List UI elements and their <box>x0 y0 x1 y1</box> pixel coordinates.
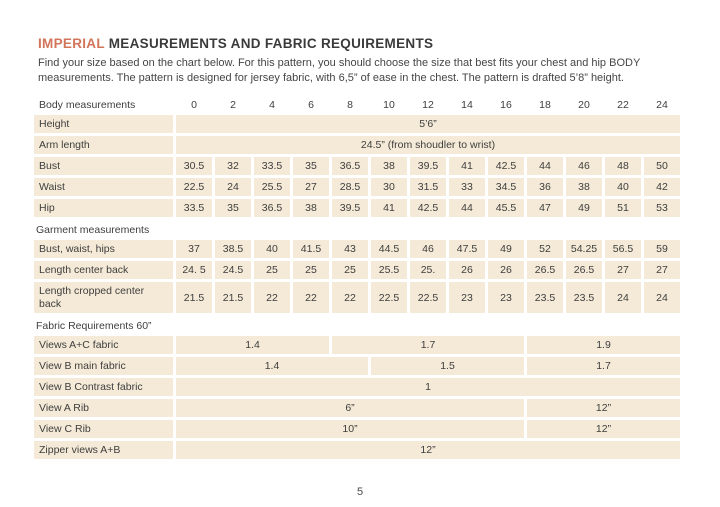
table-cell: 23.5 <box>527 282 563 313</box>
row-label: View B Contrast fabric <box>34 378 173 396</box>
table-cell: 33 <box>449 178 485 196</box>
table-cell: 36.5 <box>332 157 368 175</box>
table-cell: 22 <box>254 282 290 313</box>
table-cell: 22.5 <box>410 282 446 313</box>
table-cell: 25.5 <box>254 178 290 196</box>
table-cell: 38 <box>293 199 329 217</box>
table-cell: 59 <box>644 240 680 258</box>
table-cell: 27 <box>605 261 641 279</box>
table-cell: 54.25 <box>566 240 602 258</box>
table-row-bust-waist-hips <box>34 240 680 258</box>
row-label: Height <box>34 115 173 133</box>
table-cell: 39.5 <box>332 199 368 217</box>
table-cell: 31.5 <box>410 178 446 196</box>
table-row-height <box>34 115 680 133</box>
size-column-header: 12 <box>422 99 434 112</box>
table-cell: 39.5 <box>410 157 446 175</box>
table-cell: 24 <box>644 282 680 313</box>
table-cell: 49 <box>566 199 602 217</box>
table-cell: 26 <box>449 261 485 279</box>
table-cell: 46 <box>410 240 446 258</box>
table-cell: 34.5 <box>488 178 524 196</box>
table-cell: 28.5 <box>332 178 368 196</box>
table-cell: 1.4 <box>176 357 368 375</box>
table-cell: 23 <box>449 282 485 313</box>
size-column-header: 8 <box>347 99 353 112</box>
table-cell: 22.5 <box>371 282 407 313</box>
table-cell: 12” <box>176 441 680 459</box>
table-cell: 25 <box>293 261 329 279</box>
column-header-body-measurements: Body measurements <box>39 99 136 112</box>
table-row-views-ac-fabric <box>34 336 680 354</box>
table-row-view-b-main-fabric <box>34 357 680 375</box>
table-cell: 1.7 <box>527 357 680 375</box>
table-cell: 1.7 <box>332 336 524 354</box>
table-cell: 47.5 <box>449 240 485 258</box>
table-cell: 26.5 <box>566 261 602 279</box>
table-cell: 33.5 <box>176 199 212 217</box>
size-column-header: 18 <box>539 99 551 112</box>
table-row-bust <box>34 157 680 175</box>
table-row-zipper-views-ab <box>34 441 680 459</box>
table-cell: 47 <box>527 199 563 217</box>
table-row-arm-length <box>34 136 680 154</box>
table-row-hip <box>34 199 680 217</box>
table-row-view-c-rib <box>34 420 680 438</box>
table-cell: 24. 5 <box>176 261 212 279</box>
table-cell: 48 <box>605 157 641 175</box>
table-cell: 41 <box>449 157 485 175</box>
table-cell: 33.5 <box>254 157 290 175</box>
size-column-header: 6 <box>308 99 314 112</box>
size-column-header: 22 <box>617 99 629 112</box>
row-label: Arm length <box>34 136 173 154</box>
size-column-header: 14 <box>461 99 473 112</box>
table-cell: 25 <box>254 261 290 279</box>
section-header-fabric <box>34 316 680 333</box>
table-cell: 30.5 <box>176 157 212 175</box>
table-cell: 44 <box>449 199 485 217</box>
row-label: Views A+C fabric <box>34 336 173 354</box>
table-cell: 24.5 <box>215 261 251 279</box>
table-cell: 37 <box>176 240 212 258</box>
table-cell: 24 <box>215 178 251 196</box>
page-number: 5 <box>356 486 364 498</box>
table-cell: 41.5 <box>293 240 329 258</box>
table-cell: 22.5 <box>176 178 212 196</box>
table-cell: 26 <box>488 261 524 279</box>
table-row-length-center-back <box>34 261 680 279</box>
table-cell: 35 <box>293 157 329 175</box>
section-header-label: Garment measurements <box>36 223 150 236</box>
row-label: Hip <box>34 199 173 217</box>
table-row-waist <box>34 178 680 196</box>
table-cell: 22 <box>332 282 368 313</box>
table-cell: 6” <box>176 399 524 417</box>
row-label: View A Rib <box>34 399 173 417</box>
row-label: Zipper views A+B <box>34 441 173 459</box>
table-cell: 42 <box>644 178 680 196</box>
table-cell: 21.5 <box>176 282 212 313</box>
table-cell: 23 <box>488 282 524 313</box>
table-cell: 56.5 <box>605 240 641 258</box>
table-cell: 35 <box>215 199 251 217</box>
table-cell: 25. <box>410 261 446 279</box>
table-cell: 38 <box>371 157 407 175</box>
table-cell: 10” <box>176 420 524 438</box>
table-cell: 32 <box>215 157 251 175</box>
intro-paragraph: Find your size based on the chart below. For this pattern, you should choose the size that best fits your chest and hip BODY measurements. The pattern is designed for jersey fabric, with 6,5” of ease in the chest. The pattern is drafted 5’8” height. <box>38 57 641 84</box>
table-cell: 44.5 <box>371 240 407 258</box>
table-cell: 26.5 <box>527 261 563 279</box>
section-header-garment <box>34 220 680 237</box>
table-cell: 38 <box>566 178 602 196</box>
size-chart-table <box>31 95 683 462</box>
table-cell: 42.5 <box>410 199 446 217</box>
table-cell: 25 <box>332 261 368 279</box>
table-cell: 23.5 <box>566 282 602 313</box>
table-cell: 41 <box>371 199 407 217</box>
table-cell: 27 <box>644 261 680 279</box>
row-label: Length cropped center back <box>34 282 173 313</box>
size-column-header: 10 <box>383 99 395 112</box>
table-cell: 27 <box>293 178 329 196</box>
table-row-length-cropped-center-back <box>34 282 680 313</box>
table-cell: 36.5 <box>254 199 290 217</box>
table-cell: 1.9 <box>527 336 680 354</box>
section-header-label: Fabric Requirements 60” <box>36 319 152 332</box>
table-cell: 24.5” (from shoudler to wrist) <box>176 136 680 154</box>
table-cell: 12” <box>527 399 680 417</box>
table-cell: 24 <box>605 282 641 313</box>
table-cell: 40 <box>254 240 290 258</box>
table-cell: 52 <box>527 240 563 258</box>
table-cell: 36 <box>527 178 563 196</box>
table-cell: 53 <box>644 199 680 217</box>
table-cell: 38.5 <box>215 240 251 258</box>
table-cell: 43 <box>332 240 368 258</box>
table-cell: 25.5 <box>371 261 407 279</box>
size-column-header: 0 <box>191 99 197 112</box>
row-label: Bust, waist, hips <box>34 240 173 258</box>
row-label: Bust <box>34 157 173 175</box>
row-label: Length center back <box>34 261 173 279</box>
table-cell: 51 <box>605 199 641 217</box>
size-column-header: 24 <box>656 99 668 112</box>
size-column-header: 16 <box>500 99 512 112</box>
table-cell: 22 <box>293 282 329 313</box>
title-highlight: IMPERIAL <box>38 36 105 51</box>
table-cell: 40 <box>605 178 641 196</box>
row-label: View C Rib <box>34 420 173 438</box>
size-column-header: 2 <box>230 99 236 112</box>
table-cell: 1 <box>176 378 680 396</box>
title-rest: MEASUREMENTS AND FABRIC REQUIREMENTS <box>108 36 434 51</box>
size-column-header: 20 <box>578 99 590 112</box>
size-column-header: 4 <box>269 99 275 112</box>
table-cell: 30 <box>371 178 407 196</box>
table-row-view-b-contrast-fabric <box>34 378 680 396</box>
table-cell: 5’6” <box>176 115 680 133</box>
row-label: Waist <box>34 178 173 196</box>
table-cell: 45.5 <box>488 199 524 217</box>
table-cell: 12” <box>527 420 680 438</box>
table-cell: 49 <box>488 240 524 258</box>
table-cell: 44 <box>527 157 563 175</box>
table-header-row <box>34 98 680 112</box>
table-cell: 50 <box>644 157 680 175</box>
table-cell: 1.5 <box>371 357 524 375</box>
page-title <box>38 36 686 51</box>
table-row-view-a-rib <box>34 399 680 417</box>
table-cell: 1.4 <box>176 336 329 354</box>
table-cell: 46 <box>566 157 602 175</box>
table-cell: 21.5 <box>215 282 251 313</box>
row-label: View B main fabric <box>34 357 173 375</box>
table-cell: 42.5 <box>488 157 524 175</box>
